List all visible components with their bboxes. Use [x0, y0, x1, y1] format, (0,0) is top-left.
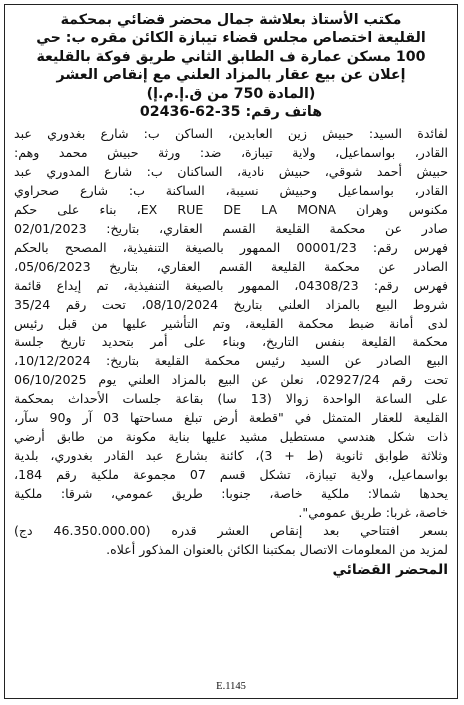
signature-title: المحضر القضائي	[332, 562, 448, 579]
body-line: القادر، بواسماعيل وحبيش نسيبة، الساكنة ب: شارع صحراوي	[14, 183, 448, 199]
body-line: يحدها شمالا: ملكية خاصة، جنوبا: طريق عمومي، شرقا: ملكية	[14, 485, 448, 501]
header-line: مكتب الأستاذ بعلاشة جمال محضر قضائي بمحكمة	[60, 12, 402, 28]
body-line: تحت رقم 02927/24، نعلن عن البيع بالمزاد العلني يوم 06/10/2025	[14, 372, 448, 388]
body-line: بواسماعيل، ولاية تيبازة، تشكل قسم 07 مجموعة ملكية رقم 184،	[14, 466, 448, 482]
body-line: خاصة، غربا: طريق عمومي".	[298, 504, 448, 520]
announcement-frame	[4, 4, 458, 699]
body-line: ذات شكل هندسي مستطيل مشيد عليها بناية مكونة من طابق أرضي	[14, 428, 448, 444]
body-line: الصادر عن محكمة القليعة القسم العقاري، بتاريخ 05/06/2023،	[14, 258, 448, 274]
body-line: القليعة للعقار المتمثل في "قطعة أرض تبلغ مساحتها 03 آر و90 سآر،	[14, 410, 449, 426]
body-line: شروط البيع بالمزاد العلني بتاريخ 08/10/2024، تحت رقم 35/24	[14, 296, 449, 312]
body-line: مكنوس وهران EX RUE DE LA MONA، بناء على حكم	[14, 202, 448, 218]
body-line: وثلاثة طوابق ثانوية (ط + 3)، كائنة بشارع عبد القادر بغدوري، بلدية	[14, 447, 448, 463]
body-line: القادر، بواسماعيل، ولاية تيبازة، ضد: ورثة حبيش محمد وهم:	[14, 145, 448, 161]
body-line: فهرس رقم: 04308/23، الممهور بالصيغة التنفيذية، تم إيداع قائمة	[14, 277, 448, 293]
body-line: البيع الصادر عن السيد رئيس محكمة القليعة بتاريخ: 10/12/2024،	[14, 353, 448, 369]
header-line: القليعة اختصاص مجلس قضاء تيبازة الكائن مقره ب: حي	[36, 30, 426, 47]
reference-code: E.1145	[216, 681, 246, 692]
body-line: فهرس رقم: 00001/23 الممهور بالصيغة التنفيذية، المصحح بالحكم	[14, 239, 448, 255]
body-line: صادر عن محكمة القليعة القسم العقاري، بتاريخ: 02/01/2023	[14, 220, 448, 236]
body-line: بسعر افتتاحي بعد إنقاص العشر قدره (46.350.000.00 دج)	[14, 523, 448, 539]
header-line: (المادة 750 من ق.إ.م.إ)	[146, 85, 316, 102]
body-line: محكمة القليعة بنفس التاريخ، وبناء على أمر بتحديد تاريخ جلسة	[14, 334, 448, 350]
body-line: لفائدة السيد: حبيش زين العابدين، الساكن ب: شارع بغدوري عبد	[14, 126, 448, 142]
body-line: حبيش أحمد شوقي، حبيش نادية، الساكنان ب: شارع المدوري عبد	[14, 164, 448, 180]
header-line: هاتف رقم: 35-62-02436	[139, 104, 323, 121]
announcement-body	[14, 125, 448, 560]
body-line: على الساعة الواحدة زوالا (13 سا) بقاعة جلسات الأحداث بمحكمة	[14, 391, 449, 407]
header-line: إعلان عن بيع عقار بالمزاد العلني مع إنقاص العشر	[56, 67, 406, 84]
body-line: لمزيد من المعلومات الاتصال بمكتبنا الكائن بالعنوان المذكور أعلاه.	[106, 542, 448, 558]
announcement-header	[14, 11, 448, 121]
body-line: لدى أمانة ضبط محكمة القليعة، وتم التأشير عليها من قبل رئيس	[14, 315, 448, 331]
header-line: 100 مسكن عمارة ف الطابق الثاني طريق فوكة بالقليعة	[36, 48, 426, 65]
